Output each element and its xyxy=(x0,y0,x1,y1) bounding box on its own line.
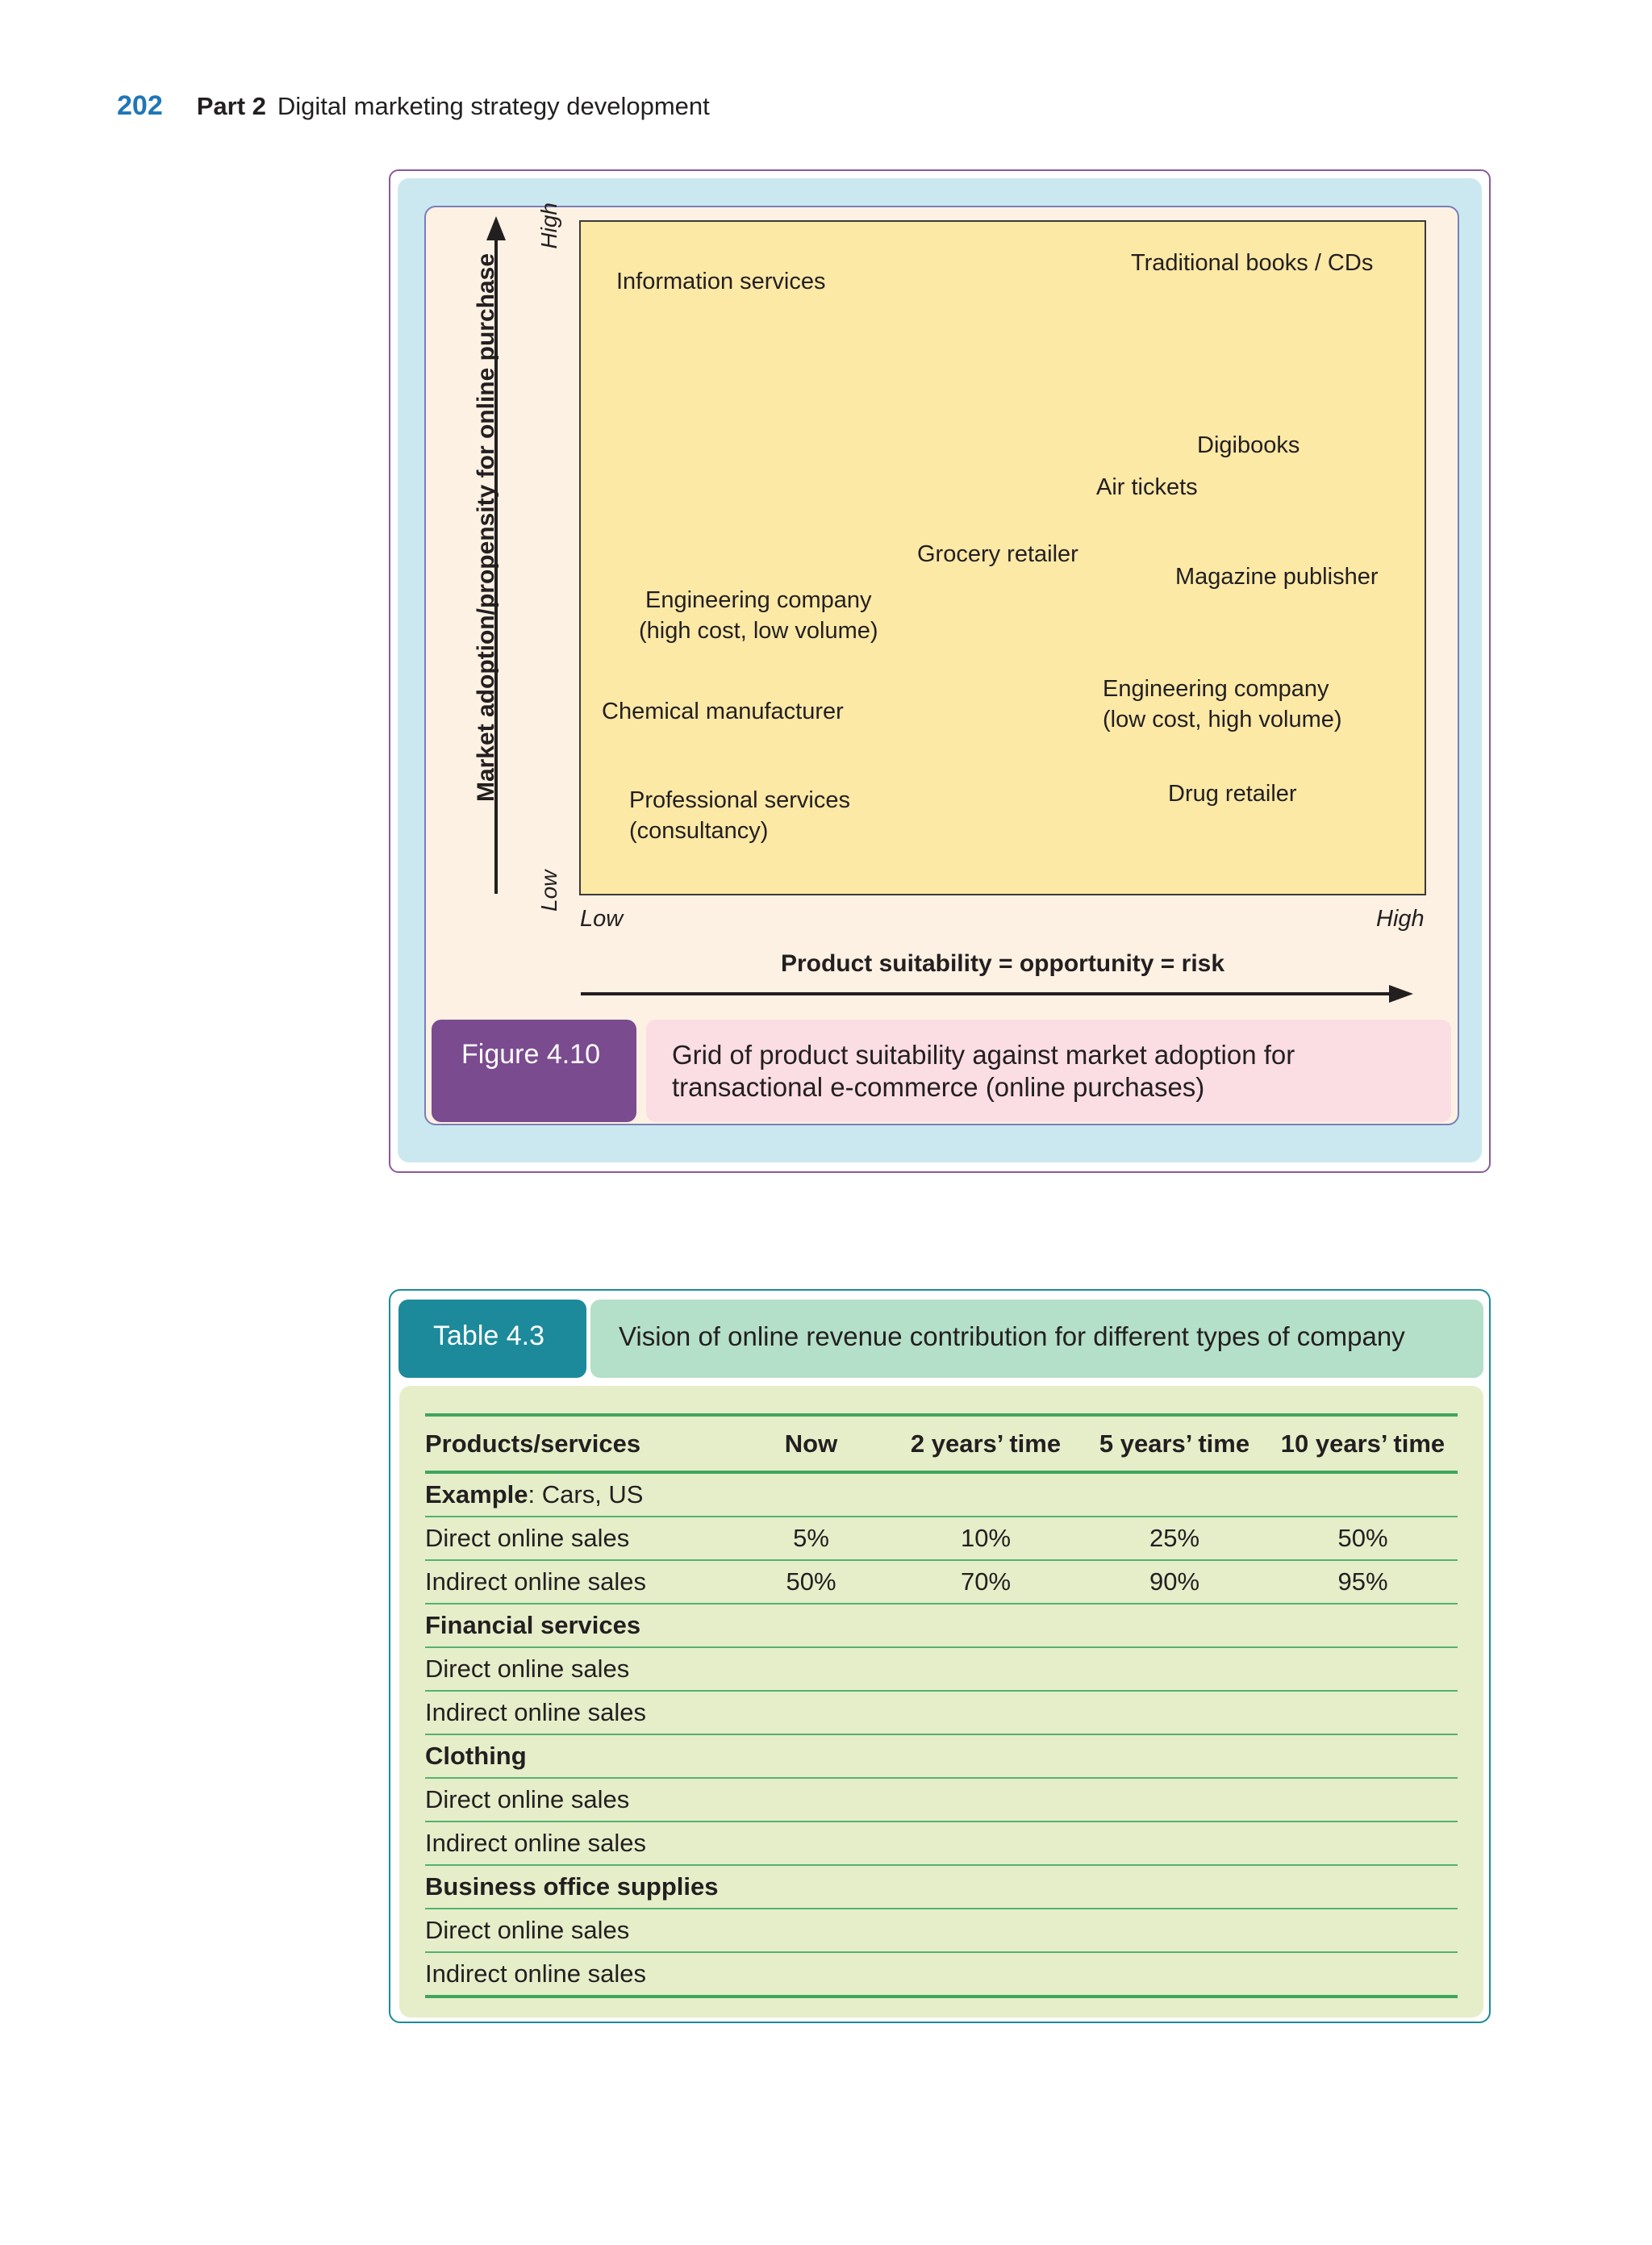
item-digibooks: Digibooks xyxy=(1197,432,1300,458)
cell-2-years xyxy=(891,1691,1081,1734)
section-business-office-supplies: Business office supplies xyxy=(425,1865,1458,1909)
table-row xyxy=(425,1560,1458,1604)
item-chemical-manufacturer: Chemical manufacturer xyxy=(602,699,844,724)
cell-5-years xyxy=(1081,1821,1268,1865)
item-traditional-books: Traditional books / CDs xyxy=(1131,250,1374,276)
cell-2-years xyxy=(891,1778,1081,1821)
cell-now: 50% xyxy=(732,1560,891,1604)
header-now: Now xyxy=(732,1415,891,1472)
cell-2-years xyxy=(891,1952,1081,1997)
cell-10-years xyxy=(1268,1647,1458,1691)
cell-10-years: 50% xyxy=(1268,1517,1458,1560)
item-professional-services-line1: Professional services xyxy=(629,787,850,813)
x-tick-low: Low xyxy=(580,906,624,932)
header-products: Products/services xyxy=(425,1415,732,1472)
cell-now xyxy=(732,1778,891,1821)
item-professional-services-line2: (consultancy) xyxy=(629,818,769,844)
cell-10-years xyxy=(1268,1821,1458,1865)
cell-5-years xyxy=(1081,1647,1268,1691)
header-5-years: 5 years’ time xyxy=(1081,1415,1268,1472)
section-clothing: Clothing xyxy=(425,1734,1458,1778)
item-air-tickets: Air tickets xyxy=(1096,474,1198,500)
header-2-years: 2 years’ time xyxy=(891,1415,1081,1472)
x-axis-arrow xyxy=(579,983,1415,1004)
cell-now xyxy=(732,1821,891,1865)
cell-now xyxy=(732,1647,891,1691)
table-row-example xyxy=(425,1472,1458,1517)
table-row xyxy=(425,1647,1458,1691)
cell-now xyxy=(732,1952,891,1997)
cell-5-years xyxy=(1081,1778,1268,1821)
table-number-badge: Table 4.3 xyxy=(398,1300,586,1378)
item-engineering-high-cost xyxy=(639,585,878,646)
figure-caption-line2: transactional e-commerce (online purchases) xyxy=(672,1072,1205,1102)
item-drug-retailer: Drug retailer xyxy=(1168,781,1297,807)
row-label: Indirect online sales xyxy=(425,1691,732,1734)
table-caption: Vision of online revenue contribution for different types of company xyxy=(590,1300,1483,1378)
row-label: Direct online sales xyxy=(425,1909,732,1952)
y-tick-high: High xyxy=(536,202,561,249)
cell-5-years: 25% xyxy=(1081,1517,1268,1560)
header-10-years: 10 years’ time xyxy=(1268,1415,1458,1472)
cell-10-years xyxy=(1268,1909,1458,1952)
table-row xyxy=(425,1821,1458,1865)
page-number: 202 xyxy=(117,90,163,121)
example-text: : Cars, US xyxy=(528,1480,644,1508)
figure-number-badge: Figure 4.10 xyxy=(432,1020,636,1122)
cell-now: 5% xyxy=(732,1517,891,1560)
row-label: Indirect online sales xyxy=(425,1821,732,1865)
item-engineering-low-cost-line2: (low cost, high volume) xyxy=(1103,707,1342,732)
cell-2-years xyxy=(891,1909,1081,1952)
cell-now xyxy=(732,1691,891,1734)
table-section-row xyxy=(425,1604,1458,1647)
part-label: Part 2 xyxy=(196,92,266,120)
row-label: Indirect online sales xyxy=(425,1952,732,1997)
cell-5-years xyxy=(1081,1909,1268,1952)
item-engineering-low-cost-line1: Engineering company xyxy=(1103,676,1329,702)
revenue-vision-table xyxy=(425,1413,1458,1998)
y-axis-label: Market adoption/propensity for online purchase xyxy=(473,252,499,803)
item-professional-services xyxy=(629,785,850,846)
cell-2-years xyxy=(891,1821,1081,1865)
cell-now xyxy=(732,1909,891,1952)
page-header xyxy=(117,90,710,131)
item-magazine-publisher: Magazine publisher xyxy=(1175,564,1379,590)
item-information-services: Information services xyxy=(616,269,826,294)
example-label: Example xyxy=(425,1480,528,1508)
y-tick-low: Low xyxy=(536,870,561,912)
item-engineering-high-cost-line2: (high cost, low volume) xyxy=(639,618,878,644)
cell-10-years xyxy=(1268,1952,1458,1997)
item-grocery-retailer: Grocery retailer xyxy=(917,541,1078,567)
table-header-row xyxy=(425,1415,1458,1472)
cell-2-years: 70% xyxy=(891,1560,1081,1604)
item-engineering-low-cost xyxy=(1103,674,1342,735)
example-cell xyxy=(425,1472,1458,1517)
table-row xyxy=(425,1909,1458,1952)
figure-caption xyxy=(646,1020,1451,1122)
row-label: Direct online sales xyxy=(425,1778,732,1821)
part-title: Digital marketing strategy development xyxy=(277,92,710,120)
x-tick-high: High xyxy=(1376,906,1425,932)
table-row xyxy=(425,1517,1458,1560)
item-engineering-high-cost-line1: Engineering company xyxy=(645,587,872,613)
cell-2-years: 10% xyxy=(891,1517,1081,1560)
cell-10-years: 95% xyxy=(1268,1560,1458,1604)
cell-5-years xyxy=(1081,1952,1268,1997)
row-label: Direct online sales xyxy=(425,1517,732,1560)
table-section-row xyxy=(425,1734,1458,1778)
section-financial-services: Financial services xyxy=(425,1604,1458,1647)
row-label: Indirect online sales xyxy=(425,1560,732,1604)
table-row xyxy=(425,1778,1458,1821)
cell-5-years: 90% xyxy=(1081,1560,1268,1604)
x-axis-label: Product suitability = opportunity = risk xyxy=(780,950,1225,977)
y-axis-arrow xyxy=(482,216,510,897)
table-section-row xyxy=(425,1865,1458,1909)
cell-2-years xyxy=(891,1647,1081,1691)
cell-10-years xyxy=(1268,1778,1458,1821)
cell-5-years xyxy=(1081,1691,1268,1734)
figure-caption-line1: Grid of product suitability against market adoption for xyxy=(672,1040,1295,1070)
row-label: Direct online sales xyxy=(425,1647,732,1691)
table-row xyxy=(425,1691,1458,1734)
cell-10-years xyxy=(1268,1691,1458,1734)
table-row xyxy=(425,1952,1458,1997)
